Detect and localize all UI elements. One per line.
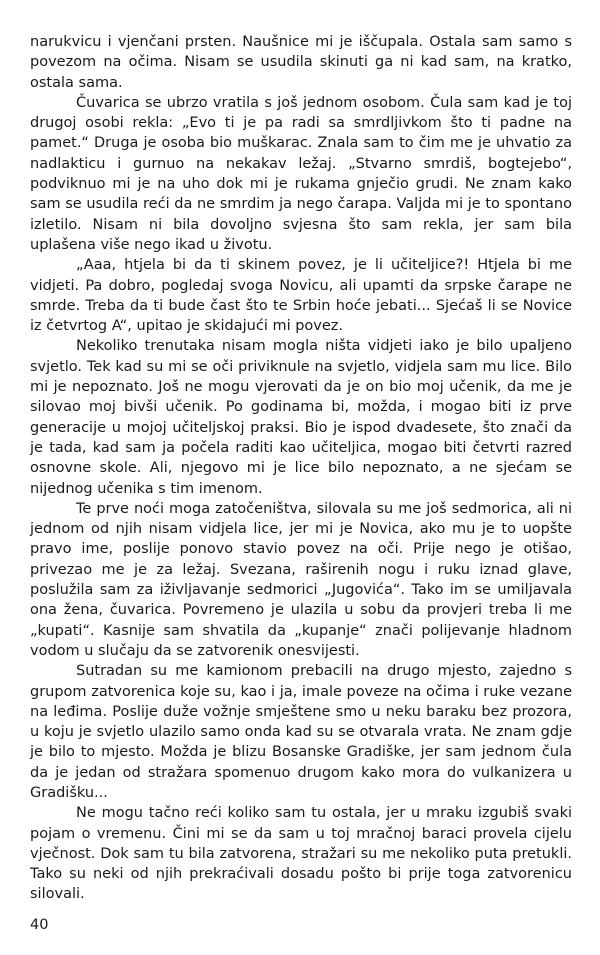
body-text: [30, 32, 572, 905]
page-number: 40: [30, 917, 49, 933]
paragraph-1: narukvicu i vjenčani prsten. Naušnice mi je iščupala. Ostala sam samo s povezom na očima. Nisam se usudila skinuti ga ni kad sam, na kratko, ostala sama.: [30, 34, 572, 91]
paragraph-2: Čuvarica se ubrzo vratila s još jednom osobom. Čula sam kad je toj drugoj osobi rekla: „Evo ti je pa radi sa smrdljivkom što ti padne na pamet.“ Druga je osoba bio muškarac. Znala sam to čim me je uhvatio za nadlakticu i gurnuo na nekakav ležaj. „Stvarno smrdiš, bogtejebo“, podviknuo mi je na uho dok mi je rukama gnječio grudi. Ne znam kako sam se usudila reći da ne smrdim ja nego čarapa. Valjda mi je to spontano izletilo. Nisam ni bila dovoljno svjesna što sam rekla, jer sam bila uplašena više nego ikad u životu.: [30, 94, 572, 253]
paragraph-7: Ne mogu tačno reći koliko sam tu ostala, jer u mraku izgubiš svaki pojam o vremenu. Čini mi se da sam u toj mračnoj baraci provela cijelu vječnost. Dok sam tu bila zatvorena, stražari su me nekoliko puta pretukli. Tako su neki od njih prekraćivali dosadu pošto bi prije toga zatvorenicu silovali.: [30, 805, 572, 903]
paragraph-5: Te prve noći moga zatočeništva, silovala su me još sedmorica, ali ni jednom od njih nisam vidjela lice, jer mi je Novica, ako mu je to uopšte pravo ime, poslije ponovo stavio povez na oči. Prije nego je otišao, privezao me je za ležaj. Svezana, raširenih nogu i ruku iznad glave, poslužila sam za iživljavanje sedmorici „Jugovića“. Tako im se umiljavala ona žena, čuvarica. Povremeno je ulazila u sobu da provjeri treba li me „kupati“. Kasnije sam shvatila da „kupanje“ znači polijevanje hladnom vodom u slučaju da se zatvorenik onesvijesti.: [30, 500, 572, 659]
paragraph-3: „Aaa, htjela bi da ti skinem povez, je li učiteljice?! Htjela bi me vidjeti. Pa dobro, pogledaj svoga Novicu, ali upamti da srpske čarape ne smrde. Treba da ti bude čast što te Srbin hoće jebati... Sjećaš li se Novice iz četvrtog A“, upitao je skidajući mi povez.: [30, 257, 572, 335]
paragraph-6: Sutradan su me kamionom prebacili na drugo mjesto, zajedno s grupom zatvorenica koje su, kao i ja, imale poveze na očima i ruke vezane na leđima. Poslije duže vožnje smještene smo u neku baraku bez prozora, u koju je svjetlo ulazilo samo onda kad su se otvarala vrata. Ne znam gdje je bilo to mjesto. Možda je blizu Bosanske Gradiške, jer sam jednom čula da je jedan od stražara spomenuo drugom kako mora do vulkanizera u Gradišku...: [30, 663, 572, 801]
paragraph-4: Nekoliko trenutaka nisam mogla ništa vidjeti iako je bilo upaljeno svjetlo. Tek kad su mi se oči priviknule na svjetlo, vidjela sam mu lice. Bilo mi je nepoznato. Još ne mogu vjerovati da je on bio moj učenik, da me je silovao moj bivši učenik. Po godinama bi, možda, i mogao biti iz prve generacije u mojoj učiteljskoj praksi. Bio je ispod dvadesete, što znači da je tada, kad sam ja počela raditi kao učiteljica, mogao biti četvrti razred osnovne skole. Ali, njegovo mi je lice bilo nepoznato, a ne sjećam se nijednog učenika s tim imenom.: [30, 338, 572, 497]
